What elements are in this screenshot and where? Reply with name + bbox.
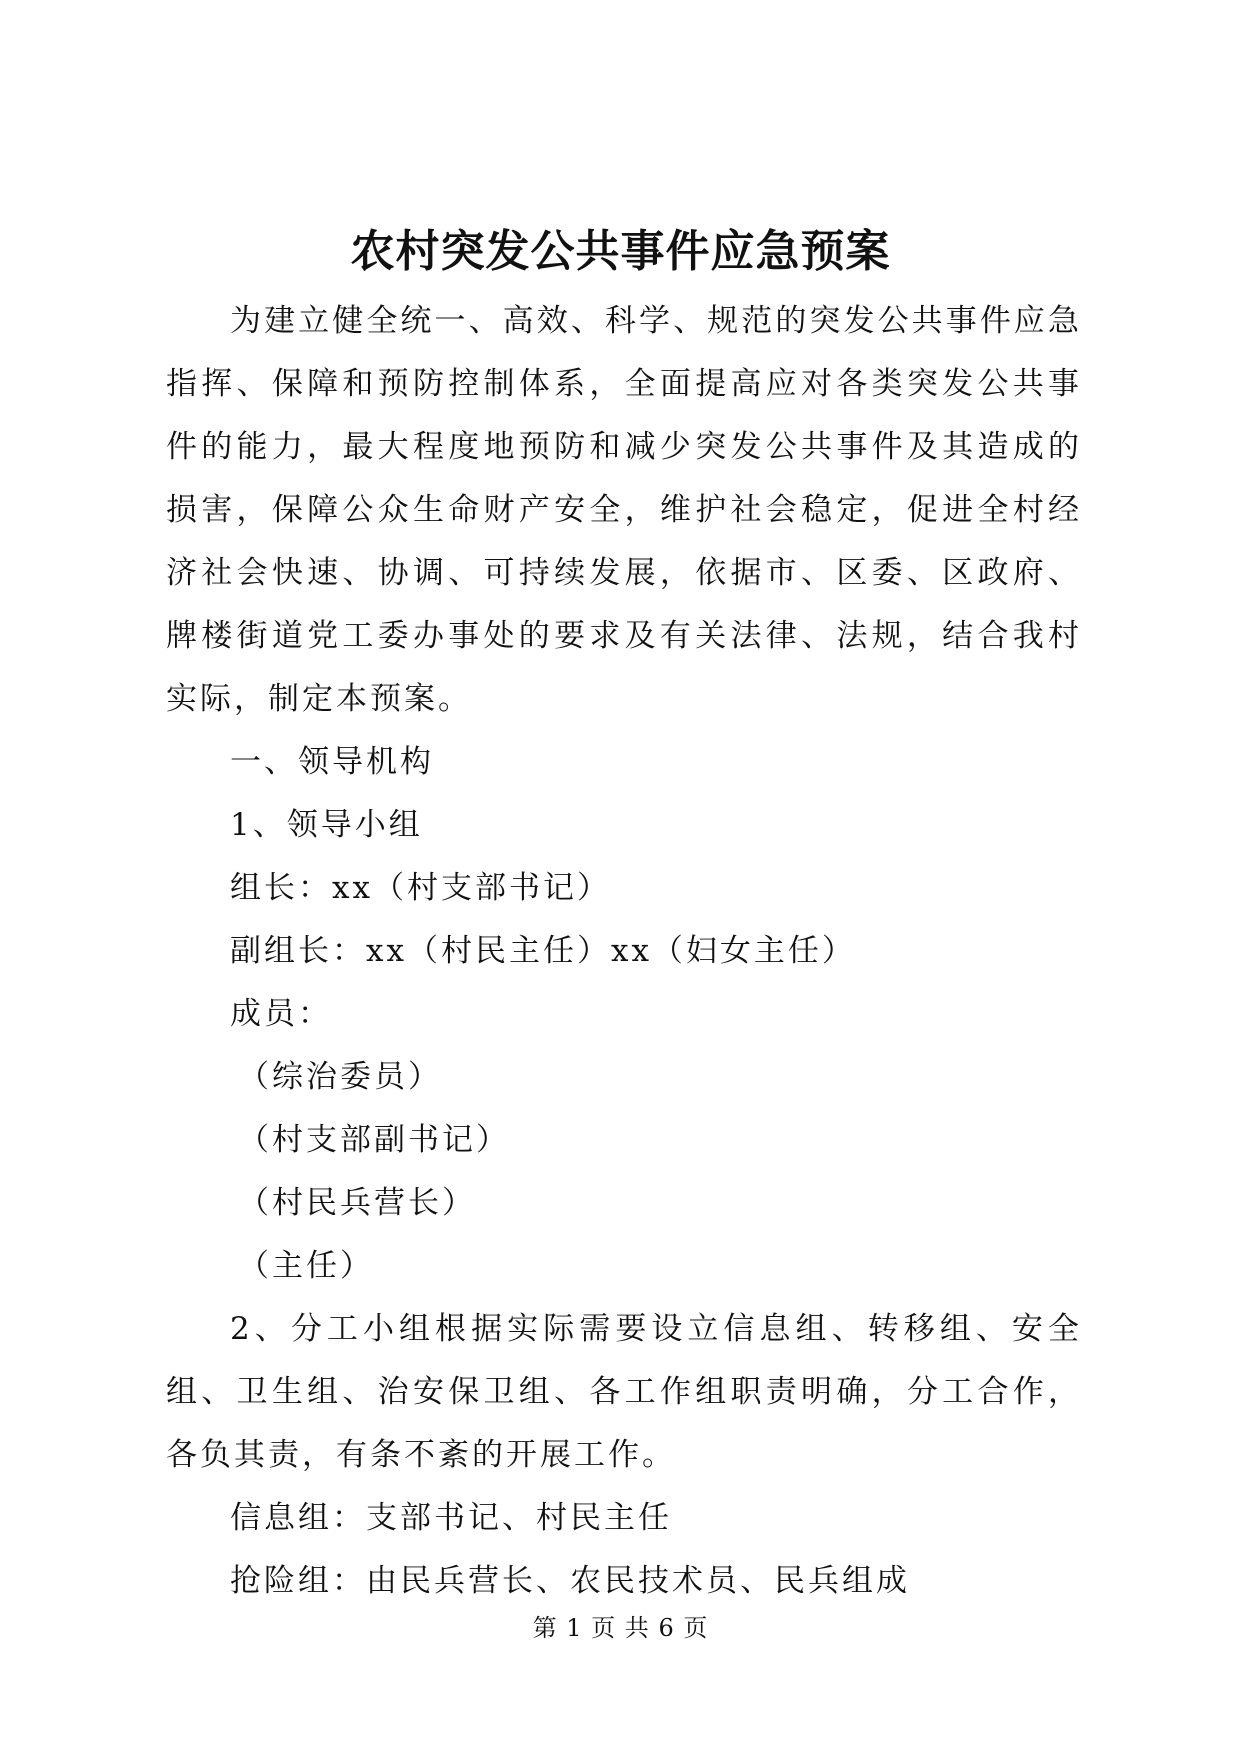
subsection-heading-leading-group: 1、领导小组 — [230, 807, 423, 843]
rescue-group-line: 抢险组：由民兵营长、农民技术员、民兵组成 — [230, 1563, 910, 1599]
member-item: （村支部副书记） — [238, 1122, 510, 1158]
member-item: （主任） — [238, 1248, 374, 1284]
intro-paragraph: 为建立健全统一、高效、科学、规范的突发公共事件应急指挥、保障和预防控制体系，全面提高应对各类突发公共事件的能力，最大程度地预防和减少突发公共事件及其造成的损害，保障公众生命财产安全，维护社会稳定，促进全村经济社会快速、协调、可持续发展，依据市、区委、区政府、牌楼街道党工委办事处的要求及有关法律、法规，结合我村实际，制定本预案。 — [166, 303, 1082, 717]
member-item: （村民兵营长） — [238, 1185, 476, 1221]
section-heading-leadership: 一、领导机构 — [230, 744, 434, 780]
members-label: 成员： — [230, 996, 332, 1032]
document-body — [166, 290, 1082, 1613]
group-leader-line: 组长：xx（村支部书记） — [230, 870, 611, 906]
document-title: 农村突发公共事件应急预案 — [350, 226, 891, 277]
info-group-line: 信息组：支部书记、村民主任 — [230, 1500, 672, 1536]
member-item: （综治委员） — [238, 1059, 442, 1095]
division-paragraph: 2、分工小组根据实际需要设立信息组、转移组、安全组、卫生组、治安保卫组、各工作组职责明确，分工合作，各负其责，有条不紊的开展工作。 — [166, 1311, 1082, 1473]
page-number-footer: 第 1 页 共 6 页 — [532, 1614, 709, 1642]
deputy-leader-line: 副组长：xx（村民主任）xx（妇女主任） — [230, 933, 856, 969]
